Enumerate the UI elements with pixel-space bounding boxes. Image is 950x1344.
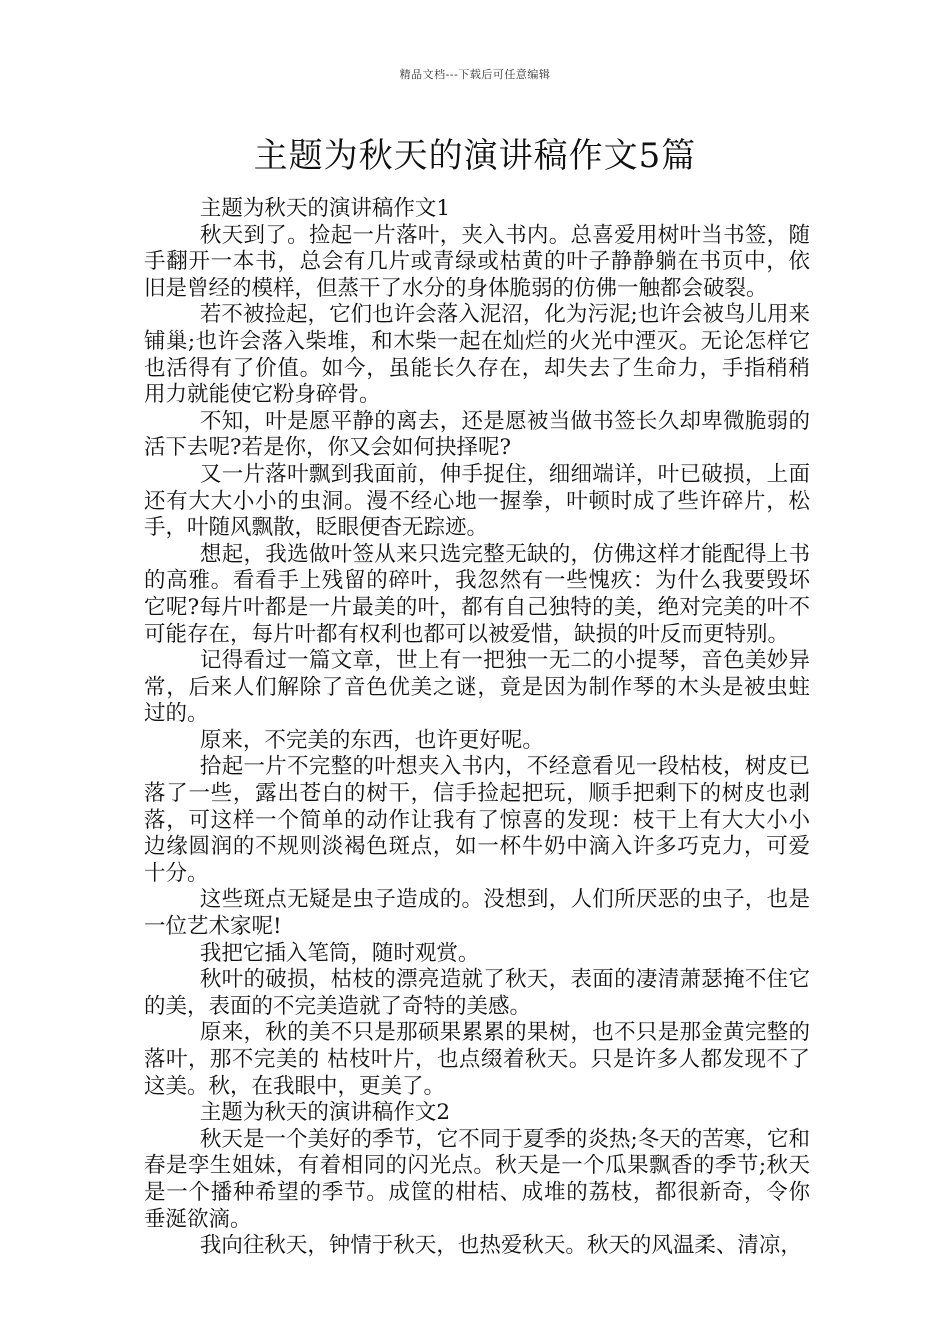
paragraph: 想起，我选做叶签从来只选完整无缺的，仿佛这样才能配得上书的高雅。看看手上残留的碎叶，我忽然有一些愧疚：为什么我要毁坏它呢?每片叶都是一片最美的叶，都有自己独特的美，绝对完美的叶不可能存在，每片叶都有权利也都可以被爱惜，缺损的叶反而更特别。 <box>144 541 810 647</box>
paragraph: 秋天到了。捡起一片落叶，夹入书内。总喜爱用树叶当书签，随手翻开一本书，总会有几片或青绿或枯黄的叶子静静躺在书页中，依旧是曾经的模样，但蒸干了水分的身体脆弱的仿佛一触都会破裂。 <box>144 222 810 301</box>
paragraph: 秋天是一个美好的季节，它不同于夏季的炎热;冬天的苦寒，它和春是孪生姐妹，有着相同的闪光点。秋天是一个瓜果飘香的季节;秋天是一个播种希望的季节。成筐的柑桔、成堆的荔枝，都很新奇，令你垂涎欲滴。 <box>144 1126 810 1232</box>
paragraph: 我向往秋天，钟情于秋天，也热爱秋天。秋天的风温柔、清凉， <box>199 1233 802 1259</box>
section-heading-2: 主题为秋天的演讲稿作文2 <box>199 1100 451 1126</box>
paragraph: 原来，不完美的东西，也许更好呢。 <box>199 727 544 753</box>
paragraph: 原来，秋的美不只是那硕果累累的果树，也不只是那金黄完整的落叶，那不完美的 枯枝叶片，也点缀着秋天。只是许多人都发现不了这美。秋，在我眼中，更美了。 <box>144 1020 810 1099</box>
document-title: 主题为秋天的演讲稿作文5篇 <box>253 136 697 176</box>
page-header: 精品文档---下载后可任意编辑 <box>399 68 551 81</box>
document-body <box>144 196 810 1260</box>
paragraph: 我把它插入笔筒，随时观赏。 <box>199 940 480 966</box>
section-heading-1: 主题为秋天的演讲稿作文1 <box>199 196 451 221</box>
paragraph: 秋叶的破损，枯枝的漂亮造就了秋天，表面的凄清萧瑟掩不住它的美，表面的不完美造就了奇特的美感。 <box>144 967 810 1019</box>
paragraph: 又一片落叶飘到我面前，伸手捉住，细细端详，叶已破损，上面还有大大小小的虫洞。漫不经心地一握拳，叶顿时成了些许碎片，松手，叶随风飘散，眨眼便杳无踪迹。 <box>144 461 810 541</box>
paragraph: 若不被捡起，它们也许会落入泥沼，化为污泥;也许会被鸟儿用来铺巢;也许会落入柴堆，和木柴一起在灿烂的火光中湮灭。无论怎样它也活得有了价值。如今，虽能长久存在，却失去了生命力，手指稍稍用力就能使它粉身碎骨。 <box>144 302 810 408</box>
paragraph: 拾起一片不完整的叶想夹入书内，不经意看见一段枯枝，树皮已落了一些，露出苍白的树干，信手捡起把玩，顺手把剩下的树皮也剥落，可这样一个简单的动作让我有了惊喜的发现：枝干上有大大小小边缘圆润的不规则淡褐色斑点，如一杯牛奶中滴入许多巧克力，可爱十分。 <box>144 754 810 886</box>
paragraph: 这些斑点无疑是虫子造成的。没想到，人们所厌恶的虫子，也是一位艺术家呢! <box>144 887 810 940</box>
paragraph: 记得看过一篇文章，世上有一把独一无二的小提琴，音色美妙异常，后来人们解除了音色优美之谜，竟是因为制作琴的木头是被虫蛀过的。 <box>144 648 810 727</box>
paragraph: 不知，叶是愿平静的离去，还是愿被当做书签长久却卑微脆弱的活下去呢?若是你，你又会如何抉择呢? <box>144 408 810 461</box>
